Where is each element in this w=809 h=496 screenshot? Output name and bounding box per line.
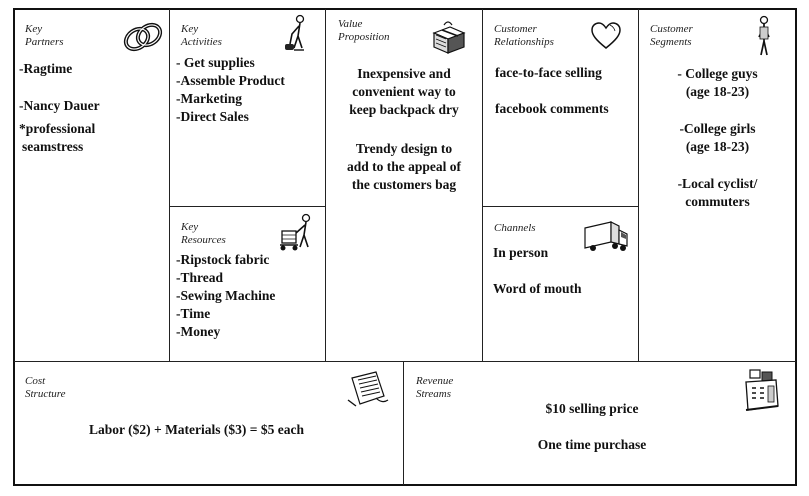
customer-segments-block bbox=[639, 9, 796, 361]
customer-segments-list bbox=[639, 65, 796, 211]
channels-title: Channels bbox=[494, 222, 536, 234]
key-partners-title: Key Partners bbox=[25, 23, 64, 48]
list-item: -Local cyclist/ bbox=[677, 176, 758, 191]
gift-box-icon bbox=[430, 19, 468, 55]
list-item: facebook comments bbox=[495, 101, 609, 116]
list-item: the customers bag bbox=[351, 177, 457, 192]
list-item: -Nancy Dauer bbox=[19, 98, 100, 113]
customer-segments-title: Customer Segments bbox=[650, 23, 693, 48]
key-resources-title: Key Resources bbox=[181, 221, 226, 246]
key-partners-block bbox=[14, 9, 169, 361]
list-item: (age 18-23) bbox=[685, 139, 750, 154]
key-activities-title: Key Activities bbox=[181, 23, 222, 48]
receipt-icon bbox=[346, 370, 390, 408]
heart-icon bbox=[590, 21, 622, 51]
cost-structure-block bbox=[14, 362, 403, 485]
cost-structure-list bbox=[14, 421, 379, 439]
list-item: commuters bbox=[685, 194, 750, 209]
list-item: One time purchase bbox=[537, 437, 647, 452]
key-resources-block bbox=[170, 207, 325, 361]
list-item: -Money bbox=[176, 324, 221, 339]
chain-links-icon bbox=[121, 17, 165, 57]
list-item: -Sewing Machine bbox=[176, 288, 276, 303]
list-item: Trendy design to bbox=[355, 141, 453, 156]
list-item: face-to-face selling bbox=[495, 65, 602, 80]
list-item: Word of mouth bbox=[493, 281, 582, 296]
worker-with-cart-icon bbox=[278, 213, 316, 253]
customer-relationships-title: Customer Relationships bbox=[494, 23, 554, 48]
key-activities-block bbox=[170, 9, 325, 206]
list-item: - Get supplies bbox=[176, 55, 255, 70]
list-item bbox=[326, 119, 482, 140]
revenue-streams-block bbox=[404, 362, 796, 485]
list-item: -Thread bbox=[176, 270, 224, 285]
delivery-truck-icon bbox=[583, 220, 629, 254]
cost-structure-title: Cost Structure bbox=[25, 375, 66, 400]
channels-block bbox=[483, 207, 638, 361]
key-activities-list bbox=[176, 54, 285, 126]
list-item: -Marketing bbox=[176, 91, 242, 106]
list-item: -College girls bbox=[679, 121, 756, 136]
list-item: -Assemble Product bbox=[176, 73, 285, 88]
list-item: $10 selling price bbox=[545, 401, 639, 416]
value-proposition-block bbox=[326, 9, 482, 361]
channels-list bbox=[493, 244, 582, 298]
list-item: convenient way to bbox=[352, 84, 456, 99]
list-item: *professional bbox=[19, 121, 96, 136]
list-item: Inexpensive and bbox=[357, 66, 451, 81]
revenue-streams-list bbox=[404, 400, 780, 454]
list-item: add to the appeal of bbox=[346, 159, 461, 174]
list-item: -Direct Sales bbox=[176, 109, 249, 124]
value-proposition-title: Value Proposition bbox=[338, 18, 390, 43]
list-item: -Ragtime bbox=[19, 61, 73, 76]
standing-person-icon bbox=[754, 15, 774, 59]
value-proposition-list bbox=[326, 65, 482, 194]
key-partners-list bbox=[19, 60, 100, 156]
list-item: In person bbox=[493, 245, 549, 260]
list-item: -Time bbox=[176, 306, 211, 321]
customer-relationships-list bbox=[495, 64, 609, 118]
list-item: (age 18-23) bbox=[685, 84, 750, 99]
person-vacuuming-icon bbox=[282, 14, 312, 54]
list-item: keep backpack dry bbox=[349, 102, 459, 117]
revenue-streams-title: Revenue Streams bbox=[416, 375, 454, 400]
list-item: Labor ($2) + Materials ($3) = $5 each bbox=[89, 422, 304, 437]
list-item: seamstress bbox=[22, 139, 84, 154]
list-item: -Ripstock fabric bbox=[176, 252, 270, 267]
customer-relationships-block bbox=[483, 9, 638, 206]
list-item: - College guys bbox=[677, 66, 758, 81]
key-resources-list bbox=[176, 251, 275, 341]
